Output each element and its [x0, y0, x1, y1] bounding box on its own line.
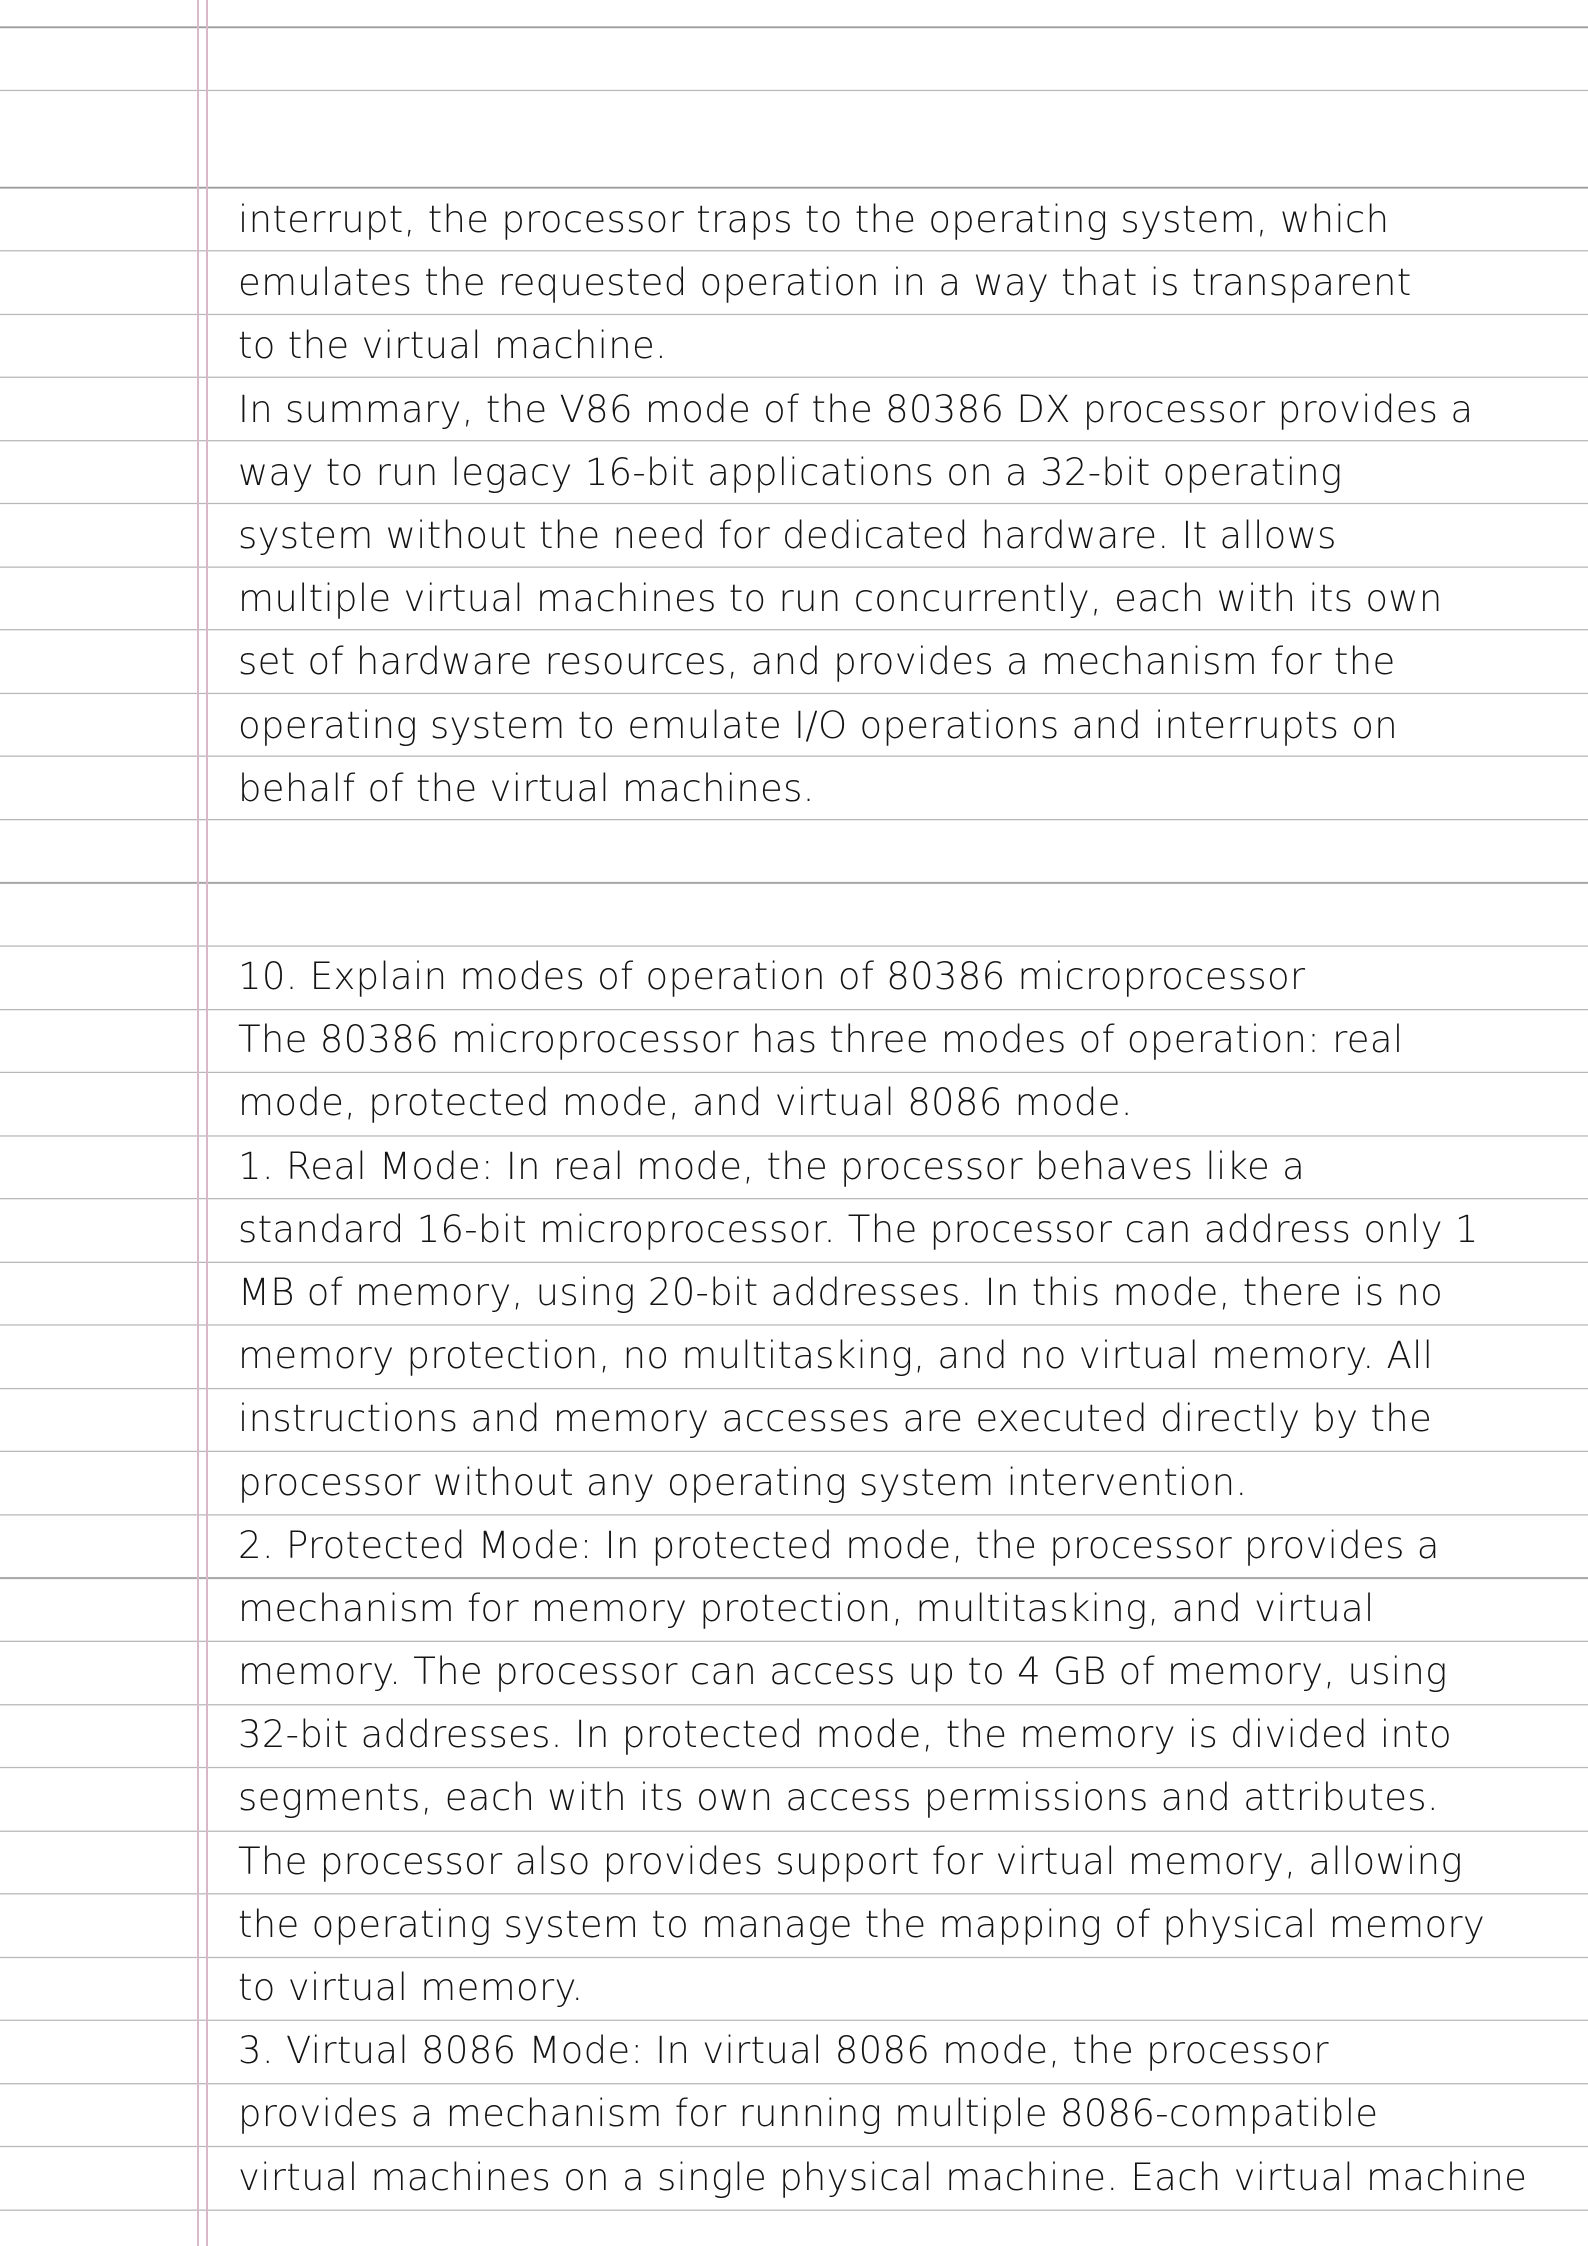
text-line: provides a mechanism for running multiple 8086-compatible — [238, 2092, 1379, 2136]
text-line: multiple virtual machines to run concurrently, each with its own — [238, 577, 1443, 621]
text-line: memory. The processor can access up to 4 GB of memory, using — [238, 1650, 1448, 1694]
text-line: 2. Protected Mode: In protected mode, the processor provides a — [238, 1523, 1440, 1567]
text-line: The processor also provides support for virtual memory, allowing — [238, 1839, 1463, 1883]
margin-line-right — [206, 0, 208, 2246]
paragraph-v86-summary — [238, 188, 1568, 820]
text-line: 1. Real Mode: In real mode, the processor behaves like a — [238, 1144, 1306, 1188]
text-line: 32-bit addresses. In protected mode, the memory is divided into — [238, 1713, 1452, 1757]
text-line: processor without any operating system intervention. — [238, 1460, 1248, 1504]
text-line: The 80386 microprocessor has three modes of operation: real — [238, 1018, 1404, 1062]
paragraph-modes-of-operation — [238, 945, 1568, 2209]
text-line: instructions and memory accesses are executed directly by the — [238, 1397, 1433, 1441]
text-line: standard 16-bit microprocessor. The processor can address only 1 — [238, 1207, 1479, 1251]
question-heading: 10. Explain modes of operation of 80386 microprocessor — [238, 955, 1306, 998]
text-line: segments, each with its own access permissions and attributes. — [238, 1776, 1439, 1820]
text-line: behalf of the virtual machines. — [238, 766, 815, 810]
margin-line-left — [197, 0, 199, 2246]
text-line: set of hardware resources, and provides a mechanism for the — [238, 640, 1396, 684]
text-line: 3. Virtual 8086 Mode: In virtual 8086 mode, the processor — [238, 2029, 1329, 2073]
text-line: In summary, the V86 mode of the 80386 DX processor provides a — [238, 387, 1474, 431]
text-line: mechanism for memory protection, multitasking, and virtual — [238, 1586, 1375, 1630]
text-line: interrupt, the processor traps to the operating system, which — [238, 198, 1390, 241]
text-line: virtual machines on a single physical machine. Each virtual machine — [238, 2155, 1528, 2199]
text-line: to virtual memory. — [238, 1966, 584, 2009]
text-line: system without the need for dedicated hardware. It allows — [238, 513, 1337, 557]
text-line: emulates the requested operation in a way that is transparent — [238, 261, 1412, 305]
text-line: way to run legacy 16-bit applications on a 32-bit operating — [238, 450, 1343, 494]
text-line: memory protection, no multitasking, and no virtual memory. All — [238, 1334, 1434, 1378]
text-line: the operating system to manage the mapping of physical memory — [238, 1902, 1486, 1946]
text-line: to the virtual machine. — [238, 324, 668, 368]
text-line: operating system to emulate I/O operations and interrupts on — [238, 703, 1398, 747]
text-line: mode, protected mode, and virtual 8086 mode. — [238, 1081, 1133, 1125]
text-line: MB of memory, using 20-bit addresses. In this mode, there is no — [238, 1270, 1444, 1314]
